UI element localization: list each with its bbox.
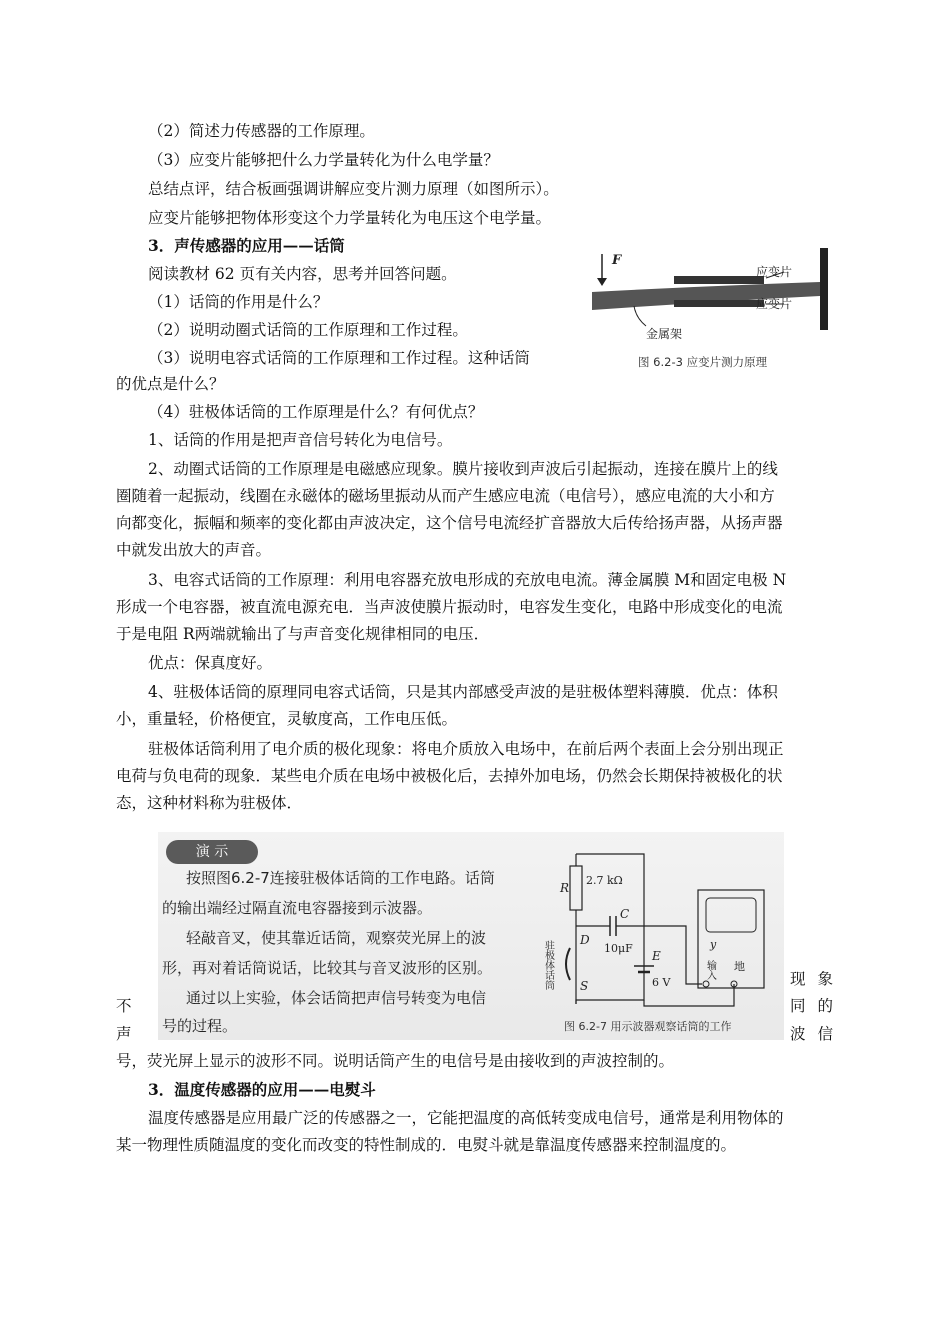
y-input-label: y — [710, 938, 717, 951]
section-title-iron: 3．温度传感器的应用——电熨斗 — [148, 1080, 376, 1099]
answer-1: 1、话筒的作用是把声音信号转化为电信号。 — [148, 431, 453, 449]
demo-badge: 演 示 — [166, 840, 258, 864]
wrap-right-2: 同的 — [790, 997, 846, 1015]
demo-line-3: 轻敲音叉，使其靠近话筒，观察荧光屏上的波 — [186, 929, 487, 947]
mic-question-3: （3）说明电容式话筒的工作原理和工作过程。这种话筒 — [148, 349, 530, 367]
demo-line-2: 的输出端经过隔直流电容器接到示波器。 — [162, 899, 433, 917]
section-title-microphone: 3．声传感器的应用——话筒 — [148, 236, 345, 255]
answer-4-line-1: 4、驻极体话筒的原理同电容式话筒，只是其内部感受声波的是驻极体塑料薄膜．优点：体积 — [148, 683, 778, 701]
electret-line-1: 驻极体话筒利用了电介质的极化现象：将电介质放入电场中，在前后两个表面上会分别出现正 — [148, 740, 784, 758]
microphone-circuit-figure — [542, 844, 780, 1038]
strain-gauge-bottom — [674, 300, 764, 307]
mic-terminal-d: D — [580, 933, 590, 947]
answer-2-line-1: 2、动圈式话筒的工作原理是电磁感应现象。膜片接收到声波后引起振动，连接在膜片上的线 — [148, 460, 778, 478]
mic-question-1: （1）话筒的作用是什么？ — [148, 293, 329, 311]
answer-4-line-2: 小，重量轻，价格便宜，灵敏度高，工作电压低。 — [116, 710, 458, 728]
mic-terminal-s: S — [580, 979, 589, 993]
answer-2-line-4: 中就发出放大的声音。 — [116, 541, 272, 559]
microphone-symbol — [566, 948, 570, 980]
answer-3-line-2: 形成一个电容器，被直流电源充电．当声波使膜片振动时，电容发生变化，电路中形成变化的电流 — [116, 598, 783, 616]
mic-question-4: （4）驻极体话筒的工作原理是什么？有何优点？ — [148, 403, 484, 421]
capacitor-value: 10μF — [604, 942, 633, 955]
battery-label: E — [652, 949, 661, 963]
wrap-last-line: 号，荧光屏上显示的波形不同。说明话筒产生的电信号是由接收到的声波控制的。 — [116, 1052, 675, 1070]
question-3: （3）应变片能够把什么力学量转化为什么电学量？ — [148, 151, 499, 169]
resistor-value: 2.7 kΩ — [586, 874, 623, 887]
demo-line-1: 按照图6.2-7连接驻极体话筒的工作电路。话筒 — [186, 869, 495, 887]
demo-line-5: 通过以上实验，体会话筒把声信号转变为电信 — [186, 989, 487, 1007]
answer-2-line-3: 向都变化，振幅和频率的变化都由声波决定，这个信号电流经扩音器放大后传给扬声器，从扬声器 — [116, 514, 783, 532]
ground-label: 地 — [734, 960, 745, 973]
resistor-label: R — [560, 881, 570, 895]
demo-line-6: 号的过程。 — [162, 1017, 238, 1035]
wrap-right-1: 现象 — [790, 970, 846, 988]
wall-support — [820, 248, 828, 330]
summary-line-1: 总结点评，结合板画强调讲解应变片测力原理（如图所示）。 — [148, 180, 559, 198]
wrap-right-3: 波信 — [790, 1025, 846, 1043]
mic-question-2: （2）说明动圈式话筒的工作原理和工作过程。 — [148, 321, 468, 339]
metal-frame-label: 金属架 — [646, 327, 683, 341]
wrap-left-2: 声 — [116, 1025, 132, 1043]
summary-line-2: 应变片能够把物体形变这个力学量转化为电压这个电学量。 — [148, 209, 552, 227]
oscilloscope-screen — [706, 898, 756, 932]
question-2: （2）简述力传感器的工作原理。 — [148, 122, 375, 140]
advantage-line: 优点：保真度好。 — [148, 654, 273, 672]
input-label: 输入 — [704, 960, 716, 980]
strain-gauge-figure — [584, 248, 834, 378]
capacitor-label: C — [620, 907, 630, 921]
strain-label-top: 应变片 — [756, 265, 793, 279]
figure-caption-6-2-3: 图 6.2-3 应变片测力原理 — [638, 355, 768, 369]
answer-3-line-3: 于是电阻 R两端就输出了与声音变化规律相同的电压． — [116, 625, 490, 643]
resistor — [570, 866, 582, 910]
temp-line-1: 温度传感器是应用最广泛的传感器之一，它能把温度的高低转变成电信号，通常是利用物体的 — [148, 1109, 784, 1127]
demo-line-4: 形，再对着话筒说话，比较其与音叉波形的区别。 — [162, 959, 493, 977]
read-prompt: 阅读教材 62 页有关内容，思考并回答问题。 — [148, 265, 457, 283]
strain-label-bottom: 应变片 — [756, 297, 793, 311]
strain-gauge-top — [674, 276, 764, 284]
answer-3-line-1: 3、电容式话筒的工作原理：利用电容器充放电形成的充放电电流。薄金属膜 M和固定电极 N — [148, 571, 787, 589]
answer-2-line-2: 圈随着一起振动，线圈在永磁体的磁场里振动从而产生感应电流（电信号），感应电流的大小和方 — [116, 487, 775, 505]
temp-line-2: 某一物理性质随温度的变化而改变的特性制成的．电熨斗就是靠温度传感器来控制温度的。 — [116, 1136, 737, 1154]
mic-question-3-cont: 的优点是什么？ — [116, 375, 225, 393]
electret-line-3: 态，这种材料称为驻极体． — [116, 794, 303, 812]
battery-value: 6 V — [652, 976, 671, 989]
force-label: F — [612, 253, 622, 268]
figure-caption-6-2-7: 图 6.2-7 用示波器观察话筒的工作 — [564, 1020, 732, 1033]
electret-line-2: 电荷与负电荷的现象．某些电介质在电场中被极化后，去掉外加电场，仍然会长期保持被极化的状 — [116, 767, 783, 785]
wrap-left-1: 不 — [116, 997, 132, 1015]
mic-label: 驻极体话筒 — [542, 940, 554, 990]
